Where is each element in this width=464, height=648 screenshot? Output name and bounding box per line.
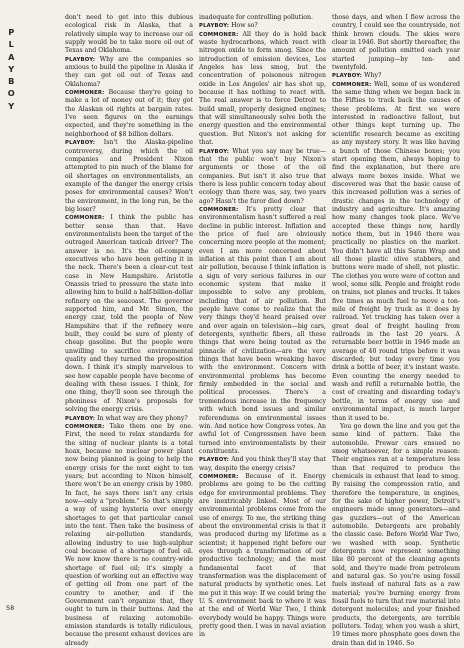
paragraph-text: don't need to get into this dubious ecological risk in Alaska, that a relatively simple way to increase our oil supply would be to take more oil out of Texas and Oklahoma. [65,14,193,55]
paragraph [332,72,460,80]
speaker-label: COMMONER: [65,215,105,222]
paragraph-text: inadequate for controlling pollution. [199,14,313,21]
speaker-label: COMMONER: [65,423,105,430]
speaker-label: PLAYBOY: [199,23,230,30]
paragraph-text: Take them one by one. First, the need to relax standards for the siting of nuclear plants is a total hoax, because no nuclear power plant now being planned is going to help the energy crisis for the next eight to ten years; but according to Nixon himself, there won't be an energy crisis by 1980. In fact, he says there isn't any crisis now—only a "problem." So that's simply a way of using hysteria over energy shortages to get that particular camel into the tent. Then take the business of relaxing air-pollution standards, allowing industry to use high-sulphur coal because of a shortage of fuel oil. We now know there is no country-wide shortage of fuel oil; it's simply a question of working out an effective way of getting oil from one part of the country to another, and if the Government can't organize that, they ought to turn in their buttons. And the business of relaxing automobile-emission standards is totally ridiculous, because the present exhaust devices are already [65,422,194,647]
paragraph-text: I think the public has better sense than that. Have environmentalists been the target of the outraged American taxicab driver? The answer is no. It's the oil-company executives who have been getting it in the neck. There's been a clear-cut test case in New Hampshire. Aristotle Onassis tried to pressure the state into allowing him to build a half-billion-dollar refinery on the seacoast. The governor supported him, and Mr. Simon, the energy czar, told the people of New Hampshire that if the refinery were built, they could be sure of plenty of cheap gasoline. But the people were unwilling to sacrifice environmental quality and they turned the proposition down. I think it's simply marvelous to see how capable people have become of dealing with these issues. I think, for one thing, they'll soon see through the phoniness of Nixon's proposals for solving the energy crisis. [65,214,194,414]
text-column-1 [65,14,194,647]
paragraph-text: All they do is hold back waste hydrocarbons, which react with nitrogen oxide to form smog. Since the introduction of emission devices, Los Angeles has less smog, but the concentration of poisonous nitrogen oxide in Los Angeles' air has shot up, because it has nothing to react with. The real answer is to force Detroit to build small, properly designed engines; that will simultaneously solve both the energy question and the environmental question. But Nixon's not asking for that. [199,30,327,147]
paragraph [199,31,326,148]
speaker-label: PLAYBOY: [65,415,96,422]
paragraph-text: How so? [231,22,258,30]
paragraph [199,473,326,640]
paragraph [65,56,193,89]
paragraph [65,89,193,139]
paragraph [65,14,193,56]
text-column-3 [332,14,460,647]
paragraph [199,148,326,206]
paragraph [332,81,460,423]
paragraph-text: What you say may be true—that the public won't buy Nixon's arguments or those of the oil companies. But isn't it also true that there is less public concern today about ecology than there was, say, two years ago? Hasn't the furor died down? [199,147,327,205]
paragraph [199,22,326,30]
speaker-label: PLAYBOY: [65,140,96,147]
speaker-label: COMMONER: [199,31,239,38]
speaker-label: COMMONER: [199,473,239,480]
magazine-name: P L A Y B O Y [7,27,17,111]
paragraph-text: those days, and when I flew across the country, I could see the countryside, not think brown clouds. The skies were clear in 1946. But shortly thereafter, the amount of pollution emitted each year started jumping—by ten- and twentyfold. [332,14,460,72]
speaker-label: PLAYBOY: [199,148,230,155]
paragraph-text: You go down the line and you get the same kind of pattern. Take the automobile. Prewar cars ensued no smog whatsoever, for a simple reason: Their engines ran at a temperature less than that required to produce the chemicals in exhaust that lead to smog. By raising the compression ratio, and therefore the temperature, in engines, for the sake of higher power, Detroit's engineers made smog generators—and gas guzzlers—out of the American automobile. Detergents are probably the classic case. Before World War Two, we washed with soap. Synthetic detergents now represent something like 80 percent of the cleaning agents sold, and they're made from petroleum and natural gas. So you're using fossil fuels instead of natural fats as a raw material; you're burning energy from fossil fuels to turn that raw material into detergent molecules; and your finished products, the detergents, are terrible polluters. Today, when you wash a shirt, 19 times more phosphate goes down the drain than did in 1946. So [332,422,460,647]
speaker-label: COMMONER: [332,81,372,88]
paragraph-text: Why? [364,72,382,80]
paragraph [65,214,193,414]
paragraph-text: Because they're going to make a lot of money out of it; they got the Alaskan oil rights at bargain rates. I've seen figures on the earnings expected, and they're something in the neighborhood of $8 billion dollars. [65,89,193,138]
paragraph [65,415,193,423]
paragraph-text: It's pretty clear that environmentalism hasn't suffered a real decline in public interest. Inflation and the price of fuel are obviously concerning more people at the moment; even I am more concerned about inflation at this point than I am about air pollution, because I think inflation is a sign of very serious failures in our economic system that make it impossible to solve any problem, including that of air pollution. But people have come to realize that the very things they'd heard praised over and over again on television—big cars, detergents, synthetic fibers, all these things that were being touted as the pinnacle of civilization—are the very things that have been wreaking havoc with the environment. Concern with environmental problems has become firmly embedded in the social and political processes. There's a tremendous increase in the frequency with which bond issues and similar referendums on environmental issues win. And notice how Congress votes. An awful lot of Congressmen have been turned into environmentalists by their constituents. [199,205,327,455]
paragraph [332,423,460,648]
paragraph-text: Because of it. Energy problems are going to be the cutting edge for environmental problems. They are inextricably linked. Most of our environmental problems come from the use of energy. To me, the striking thing about the environmental crisis is that it was produced during my lifetime as a scientist; it happened right before our eyes through a transformation of our productive technology; and the most fundamental facet of that transformation was the displacement of natural products by synthetic ones. Let me put it this way: If we could bring the U. S. environment back to where it was at the end of World War Two, I think everybody would be happy. Things were pretty good then. I was in naval aviation in [199,472,326,639]
page-number: 58 [6,604,15,612]
paragraph [332,14,460,72]
speaker-label: COMMONER: [199,206,239,213]
paragraph-text: And you think they'll stay that way, despite the energy crisis? [199,456,326,472]
speaker-label: PLAYBOY: [332,73,363,80]
paragraph [199,456,326,473]
paragraph-text: In what way are they phony? [97,414,188,422]
text-column-2 [199,14,327,639]
speaker-label: COMMONER: [65,90,105,97]
speaker-label: PLAYBOY: [65,56,96,63]
paragraph-text: Well, some of us wondered the same thing when we began back in the Fifties to track back the causes of these problems. At first we were interested in radioactive fallout, but other things kept turning up. The scientific research became as exciting as any mystery story. It was like having a bunch of those Chinese boxes; you start opening them, always hoping to find the explanation, but there are always more boxes inside. What we discovered was that the basic cause of this increased pollution was a series of drastic changes in the technology of industry and agriculture. It's amazing how many changes took place. We've accepted these things now, hardly notice them, but in 1946 there was practically no plastics on the market. You didn't have all this Saran Wrap and all those plastic olive stabbers, and buttons were made of shell, not plastic. The clothes you wore were of cotton and wool, some silk. People and freight rode on trains, not planes and trucks. It takes five times as much fuel to move a ton-mile of freight by truck as it does by railroad. Yet trucking has taken over a great deal of freight hauling from railroads in the last 20 years. A returnable beer bottle in 1946 made an average of 40 round trips before it was discarded; but today every time you drink a bottle of beer, it's instant waste. Even counting the energy needed to wash and refill a returnable bottle, the cost of creating and discarding today's bottle, in terms of energy use and environmental impact, is much larger than it used to be. [332,80,460,422]
paragraph [199,14,326,22]
speaker-label: PLAYBOY: [199,457,230,464]
paragraph [199,206,326,456]
paragraph-text: Why are the companies so anxious to build the pipeline in Alaska if they can get oil out of Texas and Oklahoma? [65,55,194,88]
paragraph [65,423,193,648]
paragraph [65,139,193,214]
paragraph-text: Isn't the Alaska-pipeline controversy, during which the oil companies and President Nixon attempted to pin much of the blame for oil shortages on environmentalists, an example of the danger the energy crisis poses for environmental causes? Won't the environment, in the long run, be the big loser? [65,139,193,213]
